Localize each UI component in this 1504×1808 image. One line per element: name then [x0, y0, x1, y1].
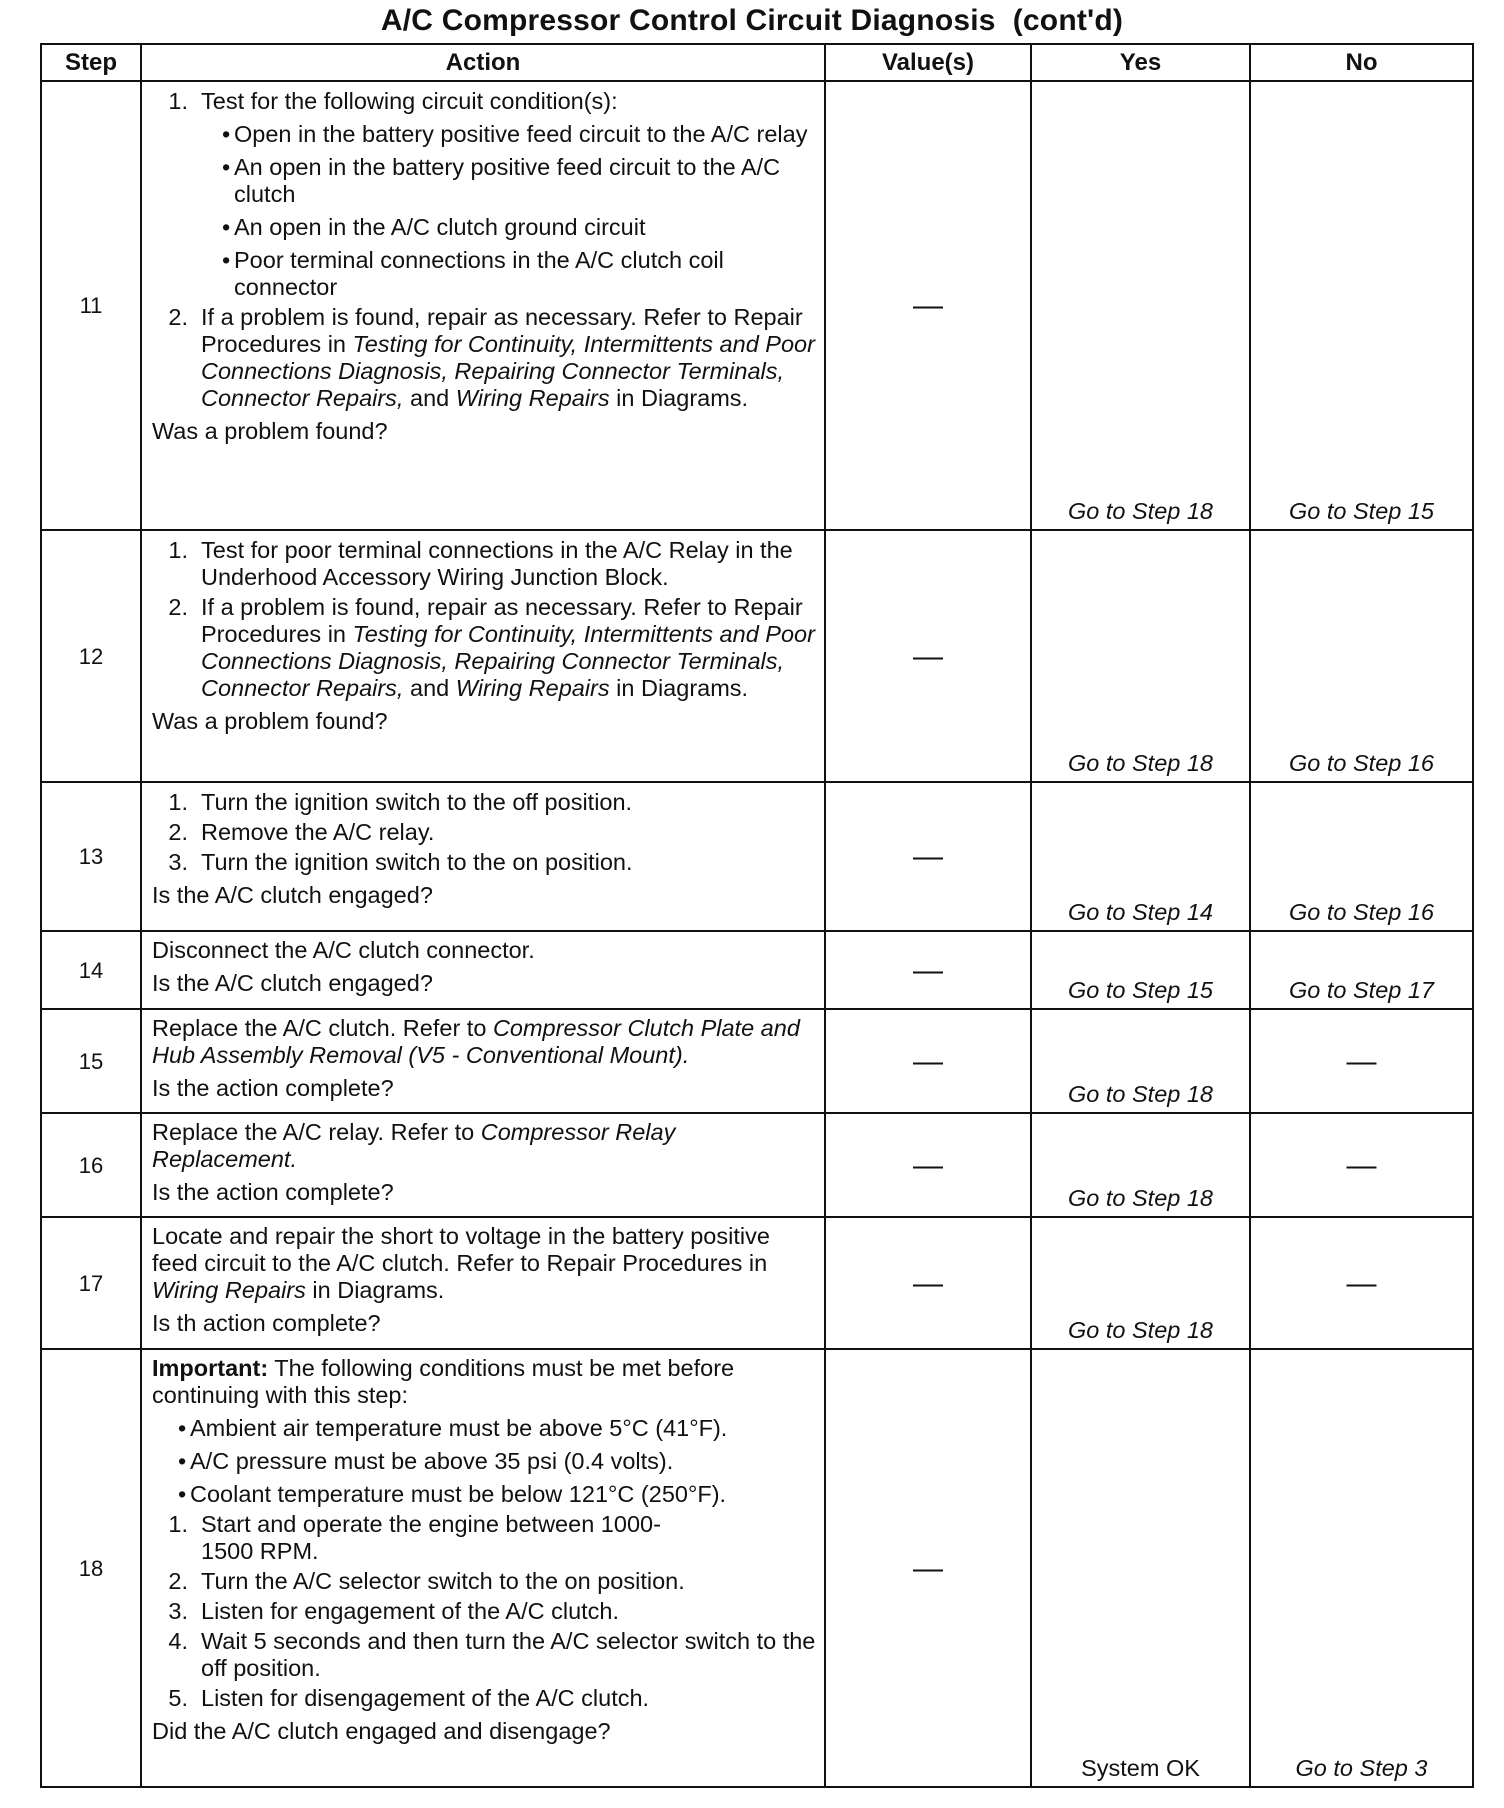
step-number: 11 — [41, 81, 141, 530]
header-no: No — [1250, 44, 1473, 81]
bullet-icon: • — [222, 247, 231, 273]
action-text — [201, 304, 816, 412]
bullet-text: Poor terminal connections in the A/C clutch coil connector — [234, 247, 724, 300]
bullet-icon: • — [222, 121, 231, 147]
page-title: A/C Compressor Control Circuit Diagnosis (cont'd) — [380, 4, 1124, 37]
action-cell — [141, 782, 825, 931]
question-text: Did the A/C clutch engaged and disengage? — [152, 1718, 611, 1744]
text-run: and — [403, 385, 456, 411]
step-number: 18 — [41, 1349, 141, 1787]
header-action: Action — [141, 44, 825, 81]
list-number: 1. — [168, 789, 188, 815]
text-run: in Diagrams. — [305, 1277, 445, 1303]
question-text: Is the action complete? — [152, 1179, 394, 1205]
list-number: 5. — [168, 1685, 188, 1711]
value-cell: — — [825, 81, 1031, 530]
bullet-text: A/C pressure must be above 35 psi (0.4 volts). — [190, 1448, 674, 1474]
action-cell — [141, 1217, 825, 1349]
action-text: Disconnect the A/C clutch connector. — [152, 937, 535, 963]
action-cell — [141, 1349, 825, 1787]
value-cell: — — [825, 530, 1031, 782]
action-text — [152, 1119, 816, 1173]
list-number: 1. — [168, 537, 188, 563]
yes-result: Go to Step 15 — [1031, 931, 1250, 1009]
reference-text: Wiring Repairs — [152, 1277, 306, 1303]
table-row — [41, 1217, 1473, 1349]
table-row — [41, 1349, 1473, 1787]
question-text: Is the action complete? — [152, 1075, 394, 1101]
action-text: Turn the ignition switch to the off position. — [201, 789, 633, 815]
value-cell: — — [825, 782, 1031, 931]
no-result: — — [1250, 1009, 1473, 1113]
reference-text: Testing for Continuity, Intermittents and Poor Connections Diagnosis, Repairing Connector Terminals, Connector Repairs, — [201, 621, 815, 701]
action-text: Test for the following circuit condition(s): — [201, 88, 618, 114]
table-row — [41, 931, 1473, 1009]
step-number: 14 — [41, 931, 141, 1009]
diagnosis-table — [40, 43, 1474, 1788]
no-result: Go to Step 3 — [1250, 1349, 1473, 1787]
list-number: 3. — [168, 849, 188, 875]
no-result: Go to Step 16 — [1250, 782, 1473, 931]
yes-result: System OK — [1031, 1349, 1250, 1787]
question-text: Was a problem found? — [152, 418, 388, 444]
table-header-row — [41, 44, 1473, 81]
no-result: — — [1250, 1113, 1473, 1217]
text-run: The following conditions must be met before continuing with this step: — [152, 1355, 735, 1408]
action-text: Wait 5 seconds and then turn the A/C selector switch to the off position. — [201, 1628, 816, 1681]
reference-text: Wiring Repairs — [455, 675, 610, 701]
question-text: Is the A/C clutch engaged? — [152, 970, 433, 996]
list-number: 2. — [168, 594, 188, 620]
list-number: 2. — [168, 304, 188, 330]
step-number: 17 — [41, 1217, 141, 1349]
value-cell: — — [825, 1009, 1031, 1113]
bullet-text: Open in the battery positive feed circuit to the A/C relay — [234, 121, 808, 147]
bullet-text: Ambient air temperature must be above 5°C (41°F). — [190, 1415, 728, 1441]
text-run: If a problem is found, repair as necessary. Refer to Repair Procedures in — [201, 304, 803, 357]
bullet-icon: • — [178, 1415, 187, 1441]
action-text: Start and operate the engine between 1000-1500 RPM. — [201, 1511, 661, 1564]
action-cell — [141, 81, 825, 530]
header-yes: Yes — [1031, 44, 1250, 81]
table-row — [41, 1113, 1473, 1217]
no-result: Go to Step 17 — [1250, 931, 1473, 1009]
action-text: Test for poor terminal connections in the A/C Relay in the Underhood Accessory Wiring Junction Block. — [201, 537, 793, 590]
yes-result: Go to Step 18 — [1031, 81, 1250, 530]
yes-result: Go to Step 18 — [1031, 1113, 1250, 1217]
text-run: and — [403, 675, 456, 701]
important-note — [152, 1355, 816, 1409]
bullet-icon: • — [178, 1481, 187, 1507]
reference-text: Compressor Relay Replacement. — [152, 1119, 676, 1172]
bullet-icon: • — [178, 1448, 187, 1474]
value-cell: — — [825, 1349, 1031, 1787]
reference-text: Wiring Repairs — [455, 385, 610, 411]
action-text: Listen for engagement of the A/C clutch. — [201, 1598, 620, 1624]
text-run: Replace the A/C clutch. Refer to — [152, 1015, 493, 1041]
step-number: 12 — [41, 530, 141, 782]
bullet-text: An open in the battery positive feed circuit to the A/C clutch — [234, 154, 781, 207]
list-number: 2. — [168, 1568, 188, 1594]
text-run: in Diagrams. — [609, 675, 749, 701]
list-number: 1. — [168, 88, 188, 114]
action-cell — [141, 1009, 825, 1113]
list-number: 3. — [168, 1598, 188, 1624]
bullet-text: Coolant temperature must be below 121°C (250°F). — [190, 1481, 727, 1507]
reference-text: Compressor Clutch Plate and Hub Assembly Removal (V5 - Conventional Mount). — [152, 1015, 800, 1068]
table-row — [41, 530, 1473, 782]
action-text — [201, 594, 816, 702]
text-run: If a problem is found, repair as necessary. Refer to Repair Procedures in — [201, 594, 803, 647]
text-run: Locate and repair the short to voltage in the battery positive feed circuit to the A/C clutch. Refer to Repair Procedures in — [152, 1223, 770, 1276]
no-result: Go to Step 15 — [1250, 81, 1473, 530]
question-text: Is th action complete? — [152, 1310, 381, 1336]
no-result: Go to Step 16 — [1250, 530, 1473, 782]
header-values: Value(s) — [825, 44, 1031, 81]
important-label: Important: — [152, 1355, 269, 1381]
action-text: Turn the ignition switch to the on position. — [201, 849, 633, 875]
text-run: Replace the A/C relay. Refer to — [152, 1119, 481, 1145]
yes-result: Go to Step 18 — [1031, 1009, 1250, 1113]
action-cell — [141, 931, 825, 1009]
value-cell: — — [825, 1217, 1031, 1349]
table-row — [41, 782, 1473, 931]
step-number: 15 — [41, 1009, 141, 1113]
step-number: 16 — [41, 1113, 141, 1217]
text-run: in Diagrams. — [609, 385, 749, 411]
action-text — [152, 1223, 816, 1304]
value-cell: — — [825, 1113, 1031, 1217]
reference-text: Testing for Continuity, Intermittents and Poor Connections Diagnosis, Repairing Connector Terminals, Connector Repairs, — [201, 331, 815, 411]
action-text: Listen for disengagement of the A/C clutch. — [201, 1685, 650, 1711]
yes-result: Go to Step 18 — [1031, 1217, 1250, 1349]
question-text: Was a problem found? — [152, 708, 388, 734]
list-number: 4. — [168, 1628, 188, 1654]
action-text: Turn the A/C selector switch to the on position. — [201, 1568, 685, 1594]
value-cell: — — [825, 931, 1031, 1009]
bullet-icon: • — [222, 214, 231, 240]
table-row — [41, 81, 1473, 530]
bullet-icon: • — [222, 154, 231, 180]
action-text — [152, 1015, 816, 1069]
action-cell — [141, 530, 825, 782]
yes-result: Go to Step 14 — [1031, 782, 1250, 931]
list-number: 1. — [168, 1511, 188, 1537]
bullet-text: An open in the A/C clutch ground circuit — [234, 214, 646, 240]
action-cell — [141, 1113, 825, 1217]
step-number: 13 — [41, 782, 141, 931]
action-text: Remove the A/C relay. — [201, 819, 435, 845]
list-number: 2. — [168, 819, 188, 845]
table-row — [41, 1009, 1473, 1113]
question-text: Is the A/C clutch engaged? — [152, 882, 433, 908]
header-step: Step — [41, 44, 141, 81]
yes-result: Go to Step 18 — [1031, 530, 1250, 782]
no-result: — — [1250, 1217, 1473, 1349]
